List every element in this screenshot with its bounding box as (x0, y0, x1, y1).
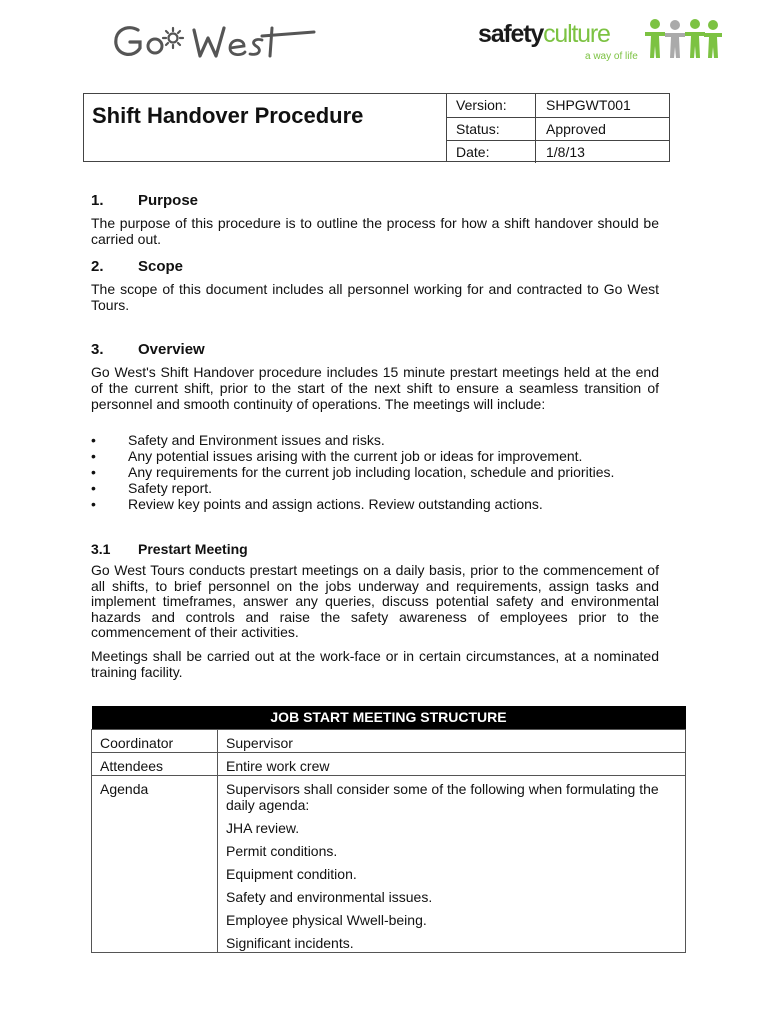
table-row (92, 752, 686, 775)
scope-text: The scope of this document includes all personnel working for and contracted to Go West Tours. (91, 281, 659, 313)
agenda-item: Permit conditions. (226, 842, 338, 859)
row-value-attendees: Entire work crew (218, 752, 686, 775)
date-label: Date: (447, 141, 536, 163)
list-item: • Safety and Environment issues and risks. (91, 432, 659, 448)
date-row (447, 140, 669, 163)
list-item: • Any requirements for the current job including location, schedule and priorities. (91, 464, 659, 480)
row-value-agenda (218, 775, 686, 952)
document-header-table (83, 93, 670, 162)
list-item: • Any potential issues arising with the current job or ideas for improvement. (91, 448, 659, 464)
row-value-coordinator: Supervisor (218, 729, 686, 752)
status-label: Status: (447, 118, 536, 140)
agenda-item: Employee physical Wwell-being. (226, 911, 427, 928)
agenda-item: JHA review. (226, 819, 300, 836)
agenda-item: Equipment condition. (226, 865, 357, 882)
overview-text: Go West's Shift Handover procedure includes 15 minute prestart meetings held at the end of the current shift, prior to the start of the next shift to ensure a seamless transition of personnel and smooth continuity of operations. The meetings will include: (91, 364, 659, 412)
row-label-coordinator: Coordinator (92, 729, 218, 752)
list-item: • Review key points and assign actions. Review outstanding actions. (91, 496, 659, 512)
date-value: 1/8/13 (546, 144, 585, 160)
meetings-location-text: Meetings shall be carried out at the work-face or in certain circumstances, at a nominated training facility. (91, 647, 659, 680)
agenda-item: Significant incidents. (226, 934, 354, 951)
status-value: Approved (546, 121, 606, 137)
document-title: Shift Handover Procedure (92, 103, 364, 128)
purpose-text: The purpose of this procedure is to outline the process for how a shift handover should be carried out. (91, 215, 659, 247)
table-title: JOB START MEETING STRUCTURE (92, 706, 686, 729)
section-heading-scope: 2. Scope (91, 258, 184, 275)
go-west-logo (110, 16, 320, 64)
document-title-cell (84, 94, 447, 161)
list-item: • Safety report. (91, 480, 659, 496)
overview-bullet-list (91, 432, 659, 512)
prestart-text: Go West Tours conducts prestart meetings on a daily basis, prior to the commencement of all shifts, to brief personnel on the jobs underway and requirements, assign tasks and implement timeframes, answer any queries, discuss potential safety and environmental hazards and controls and raise the safety awareness of employees prior to the commencement of their activities. (91, 562, 659, 640)
row-label-agenda: Agenda (92, 775, 218, 952)
status-row (447, 117, 669, 140)
table-row (92, 729, 686, 752)
document-body (91, 193, 659, 680)
job-start-meeting-table (91, 706, 686, 953)
safetyculture-logo (478, 18, 728, 68)
version-label: Version: (447, 94, 536, 117)
version-value: SHPGWT001 (546, 97, 631, 113)
agenda-intro: Supervisors shall consider some of the following when formulating the daily agenda: (226, 780, 659, 813)
section-heading-overview: 3. Overview (91, 341, 205, 358)
section-heading-purpose: 1. Purpose (91, 192, 199, 209)
section-heading-prestart: 3.1 Prestart Meeting (91, 541, 248, 557)
row-label-attendees: Attendees (92, 752, 218, 775)
agenda-item: Safety and environmental issues. (226, 888, 433, 905)
safetyculture-tagline: a way of life (585, 51, 638, 62)
version-row (447, 94, 669, 117)
table-row (92, 775, 686, 952)
safetyculture-wordmark: safetyculture (478, 20, 610, 48)
people-figures-icon (643, 18, 723, 60)
